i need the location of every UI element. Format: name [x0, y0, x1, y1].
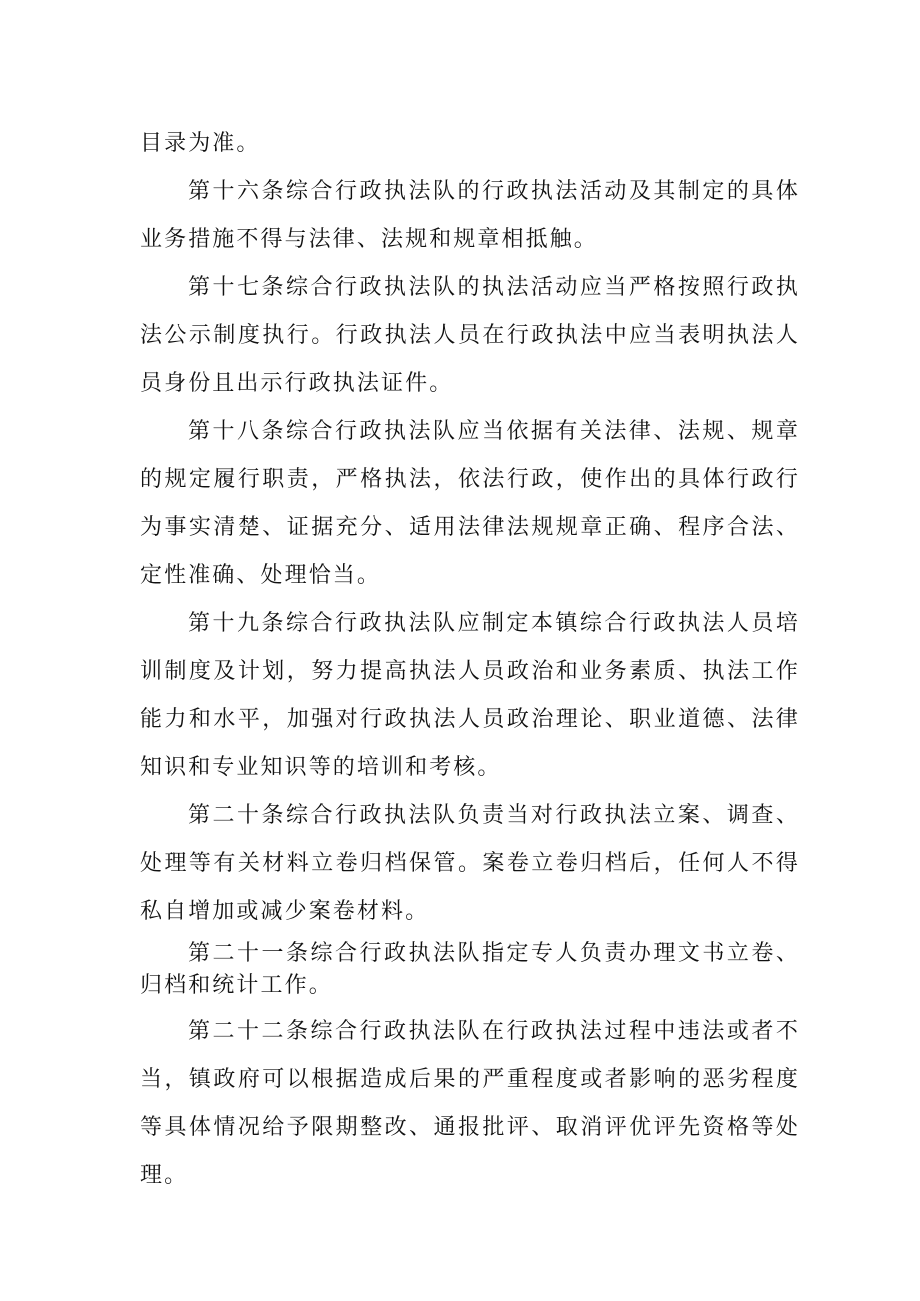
paragraph-article-21: 第二十一条综合行政执法队指定专人负责办理文书立卷、归档和统计工作。 [140, 941, 800, 998]
paragraph-article-17: 第十七条综合行政执法队的执法活动应当严格按照行政执法公示制度执行。行政执法人员在行政执法中应当表明执法人员身份且出示行政执法证件。 [140, 275, 800, 396]
paragraph-article-16: 第十六条综合行政执法队的行政执法活动及其制定的具体业务措施不得与法律、法规和规章相抵触。 [140, 179, 800, 252]
paragraph-catalog-ending: 目录为准。 [140, 131, 261, 156]
paragraph-article-18: 第十八条综合行政执法队应当依据有关法律、法规、规章的规定履行职责，严格执法，依法行政，使作出的具体行政行为事实清楚、证据充分、适用法律法规规章正确、程序合法、定性准确、处理恰当。 [140, 419, 800, 588]
paragraph-article-19: 第十九条综合行政执法队应制定本镇综合行政执法人员培训制度及计划，努力提高执法人员政治和业务素质、执法工作能力和水平，加强对行政执法人员政治理论、职业道德、法律知识和专业知识等的培训和考核。 [140, 611, 800, 780]
paragraph-article-22: 第二十二条综合行政执法队在行政执法过程中违法或者不当，镇政府可以根据造成后果的严重程度或者影响的恶劣程度等具体情况给予限期整改、通报批评、取消评优评先资格等处理。 [140, 1019, 800, 1188]
document-body [140, 120, 800, 1200]
paragraph-article-20: 第二十条综合行政执法队负责当对行政执法立案、调查、处理等有关材料立卷归档保管。案卷立卷归档后，任何人不得私自增加或减少案卷材料。 [140, 803, 800, 924]
